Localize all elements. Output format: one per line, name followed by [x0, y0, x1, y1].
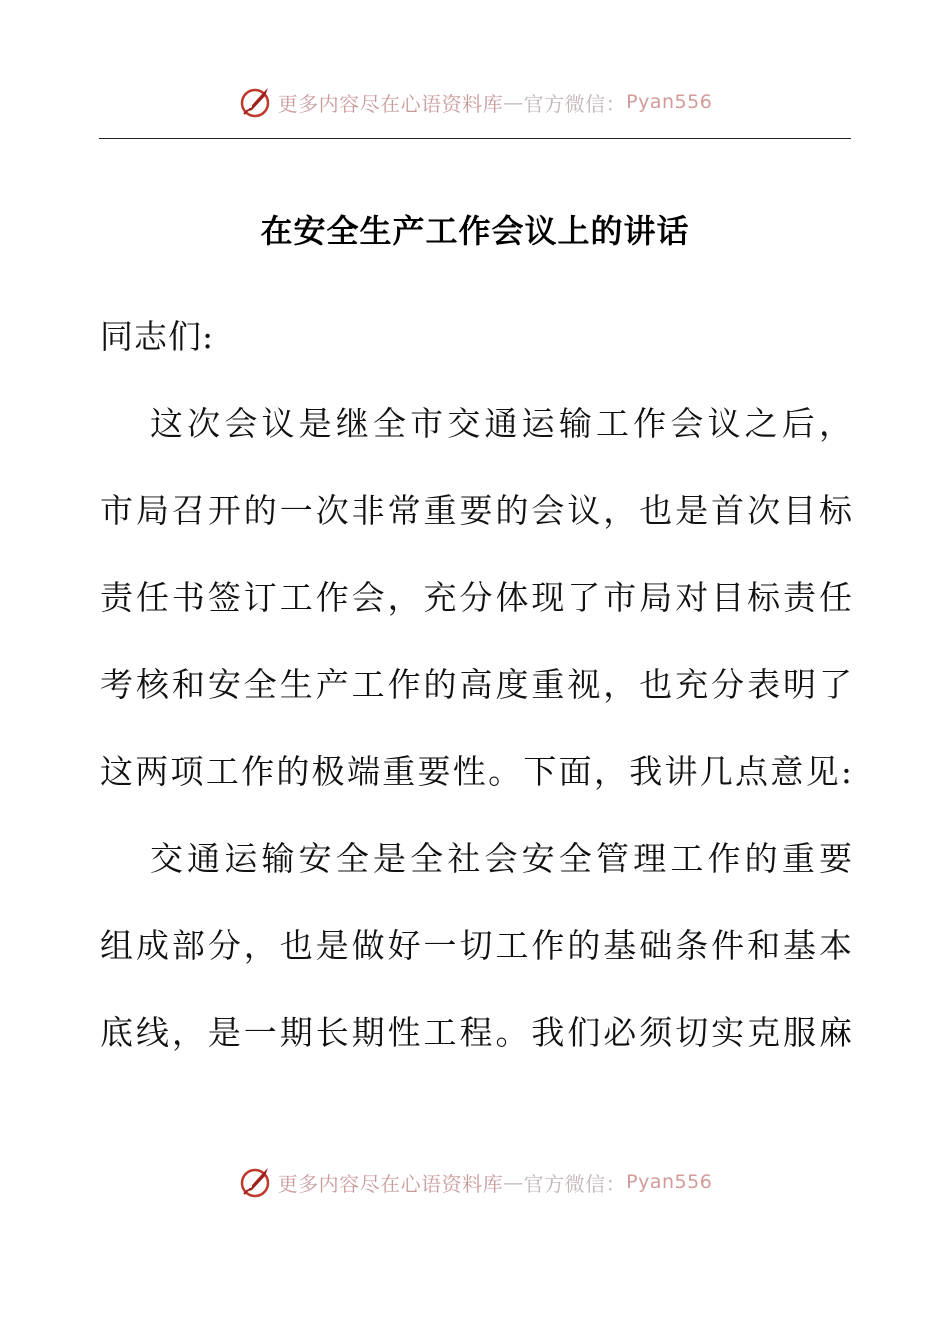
watermark-dash: —	[503, 90, 524, 114]
watermark-wechat-id: Pyan556	[626, 91, 713, 113]
watermark-dash: —	[503, 1170, 524, 1194]
paragraph-line: 考核和安全生产工作的高度重视，也充分表明了	[100, 665, 852, 704]
paragraph-line: 底线，是一期长期性工程。我们必须切实克服麻	[100, 1013, 852, 1052]
header-watermark	[0, 82, 950, 122]
salutation: 同志们:	[100, 317, 215, 356]
paragraph-line: 这次会议是继全市交通运输工作会议之后，	[150, 404, 852, 443]
paragraph-line: 这两项工作的极端重要性。下面，我讲几点意见:	[100, 752, 852, 791]
header-divider	[99, 138, 851, 139]
quill-pen-logo-icon	[238, 1164, 274, 1200]
paragraph-line: 组成部分，也是做好一切工作的基础条件和基本	[100, 926, 852, 965]
paragraph-line: 责任书签订工作会，充分体现了市局对目标责任	[100, 578, 852, 617]
watermark-sub-text: 官方微信：	[523, 1171, 627, 1196]
document-title: 在安全生产工作会议上的讲话	[260, 212, 690, 250]
watermark-main-text: 更多内容尽在心语资料库	[277, 1171, 504, 1196]
document-body	[100, 293, 852, 1076]
paragraph-line: 交通运输安全是全社会安全管理工作的重要	[150, 839, 852, 878]
watermark-main-text: 更多内容尽在心语资料库	[277, 91, 504, 116]
watermark-sub-text: 官方微信：	[523, 91, 627, 116]
watermark-wechat-id: Pyan556	[626, 1171, 713, 1193]
footer-watermark	[0, 1162, 950, 1202]
paragraph-line: 市局召开的一次非常重要的会议，也是首次目标	[100, 491, 852, 530]
quill-pen-logo-icon	[238, 84, 274, 120]
